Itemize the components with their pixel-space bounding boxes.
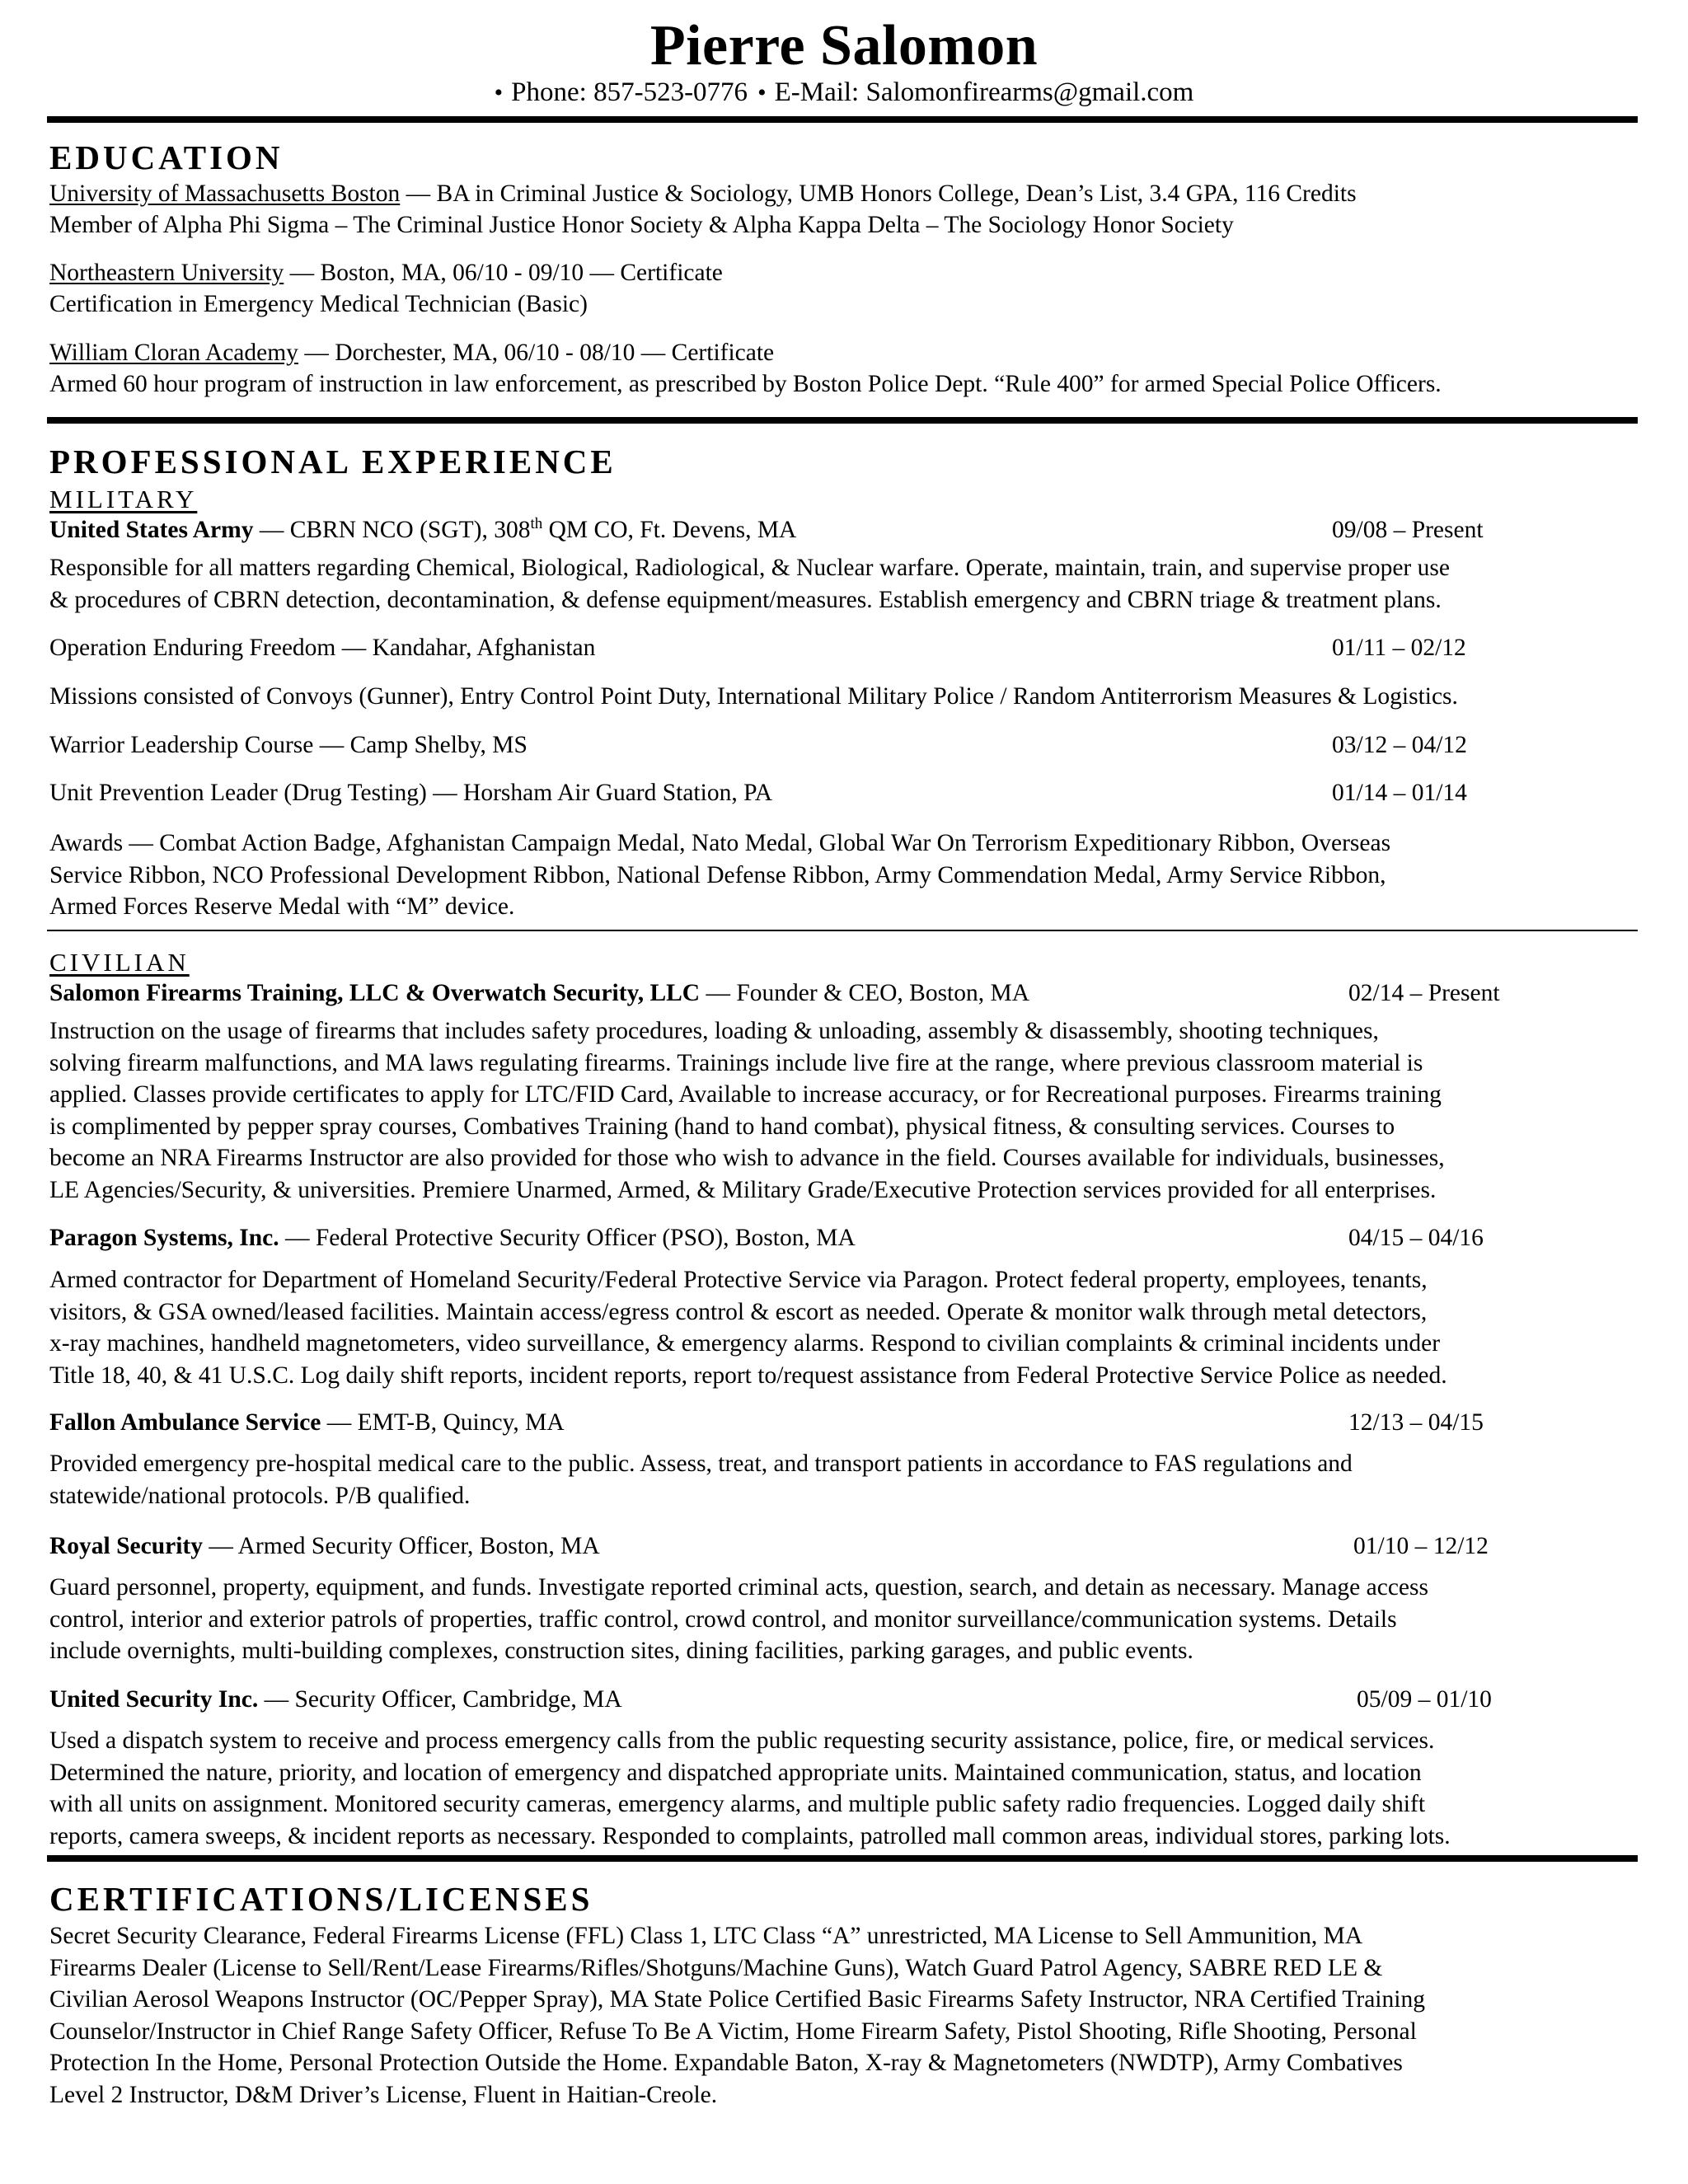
org-name: Paragon Systems, Inc. (49, 1225, 279, 1251)
cert-line: Civilian Aerosol Weapons Instructor (OC/Pepper Spray), MA State Police Certified Basic Firearms Safety Instructor, NRA Certified Training (49, 1986, 1425, 2013)
wlc-dates: 03/12 – 04/12 (1332, 732, 1467, 758)
awards-line: Service Ribbon, NCO Professional Development Ribbon, National Defense Ribbon, Army Commendation Medal, Army Service Ribbon, (49, 861, 1386, 888)
org-name: Salomon Firearms Training, LLC & Overwatch Security, LLC (49, 980, 701, 1006)
awards-list (49, 827, 1640, 923)
job-description (49, 1725, 1640, 1852)
job-dates: 12/13 – 04/15 (1348, 1409, 1484, 1436)
army-description (49, 552, 1640, 616)
job-description (49, 1015, 1640, 1207)
bullet-icon: • (494, 79, 504, 106)
oef-entry: Operation Enduring Freedom — Kandahar, Afghanistan (49, 635, 596, 661)
oef-description: Missions consisted of Convoys (Gunner), Entry Control Point Duty, International Military Police / Random Antiterrorism Measures & Logistics. (49, 683, 1458, 710)
job-dates: 05/09 – 01/10 (1357, 1686, 1492, 1713)
contact-line (0, 76, 1688, 110)
experience-divider (47, 1855, 1638, 1862)
education-note: Member of Alpha Phi Sigma – The Criminal Justice Honor Society & Alpha Kappa Delta – The Sociology Honor Society (49, 212, 1234, 238)
role-text: — Security Officer, Cambridge, MA (258, 1686, 622, 1713)
oef-dates: 01/11 – 02/12 (1332, 635, 1466, 661)
cert-line: Secret Security Clearance, Federal Firearms License (FFL) Class 1, LTC Class “A” unrestricted, MA License to Sell Ammunition, MA (49, 1923, 1363, 1949)
school-detail: — Dorchester, MA, 06/10 - 08/10 — Certificate (298, 340, 775, 366)
education-entry-cloran (49, 337, 1640, 368)
org-name: United Security Inc. (49, 1686, 259, 1713)
job-dates: 02/14 – Present (1348, 980, 1500, 1006)
cert-line: Level 2 Instructor, D&M Driver’s License, Fluent in Haitian-Creole. (49, 2081, 718, 2108)
desc-line: x-ray machines, handheld magnetometers, video surveillance, & emergency alarms. Respond to civilian complaints & criminal incidents under (49, 1330, 1441, 1357)
education-note: Armed 60 hour program of instruction in law enforcement, as prescribed by Boston Police Dept. “Rule 400” for armed Special Police Officers. (49, 371, 1442, 397)
education-divider (47, 417, 1638, 424)
org-name: Royal Security (49, 1533, 203, 1559)
ordinal-suffix: th (530, 515, 543, 533)
org-name: Fallon Ambulance Service (49, 1409, 321, 1436)
email-address[interactable]: E-Mail: Salomonfirearms@gmail.com (774, 77, 1194, 107)
job-dates: 04/15 – 04/16 (1348, 1225, 1484, 1251)
education-entry-northeastern (49, 257, 1640, 288)
awards-line: Armed Forces Reserve Medal with “M” device. (49, 893, 515, 921)
header-divider (47, 116, 1638, 123)
upl-dates: 01/14 – 01/14 (1332, 780, 1467, 806)
school-name: Northeastern University (49, 260, 284, 286)
candidate-name: Pierre Salomon (649, 14, 1039, 77)
desc-line: LE Agencies/Security, & universities. Premiere Unarmed, Armed, & Military Grade/Executive Protection services provided for all enterprises. (49, 1176, 1437, 1203)
certifications-heading: CERTIFICATIONS/LICENSES (49, 1880, 593, 1918)
certifications-list (49, 1920, 1640, 2111)
upl-entry: Unit Prevention Leader (Drug Testing) — Horsham Air Guard Station, PA (49, 780, 773, 806)
desc-line: Instruction on the usage of firearms that includes safety procedures, loading & unloading, assembly & disassembly, shooting techniques, (49, 1018, 1379, 1044)
job-description (49, 1264, 1640, 1391)
military-subheading: MILITARY (49, 485, 198, 513)
desc-line: statewide/national protocols. P/B qualified. (49, 1482, 471, 1509)
education-heading: EDUCATION (49, 138, 284, 176)
desc-line: Determined the nature, priority, and location of emergency and dispatched appropriate units. Maintained communication, status, and location (49, 1759, 1422, 1786)
desc-line: Armed contractor for Department of Homeland Security/Federal Protective Service via Paragon. Protect federal property, employees, tenants, (49, 1267, 1428, 1293)
desc-line: visitors, & GSA owned/leased facilities. Maintain access/egress control & escort as needed. Operate & monitor walk through metal detectors, (49, 1298, 1428, 1325)
cert-line: Protection In the Home, Personal Protection Outside the Home. Expandable Baton, X-ray & Magnetometers (NWDTP), Army Combatives (49, 2050, 1403, 2077)
school-name: University of Massachusetts Boston (49, 180, 401, 207)
role-text: QM CO, Ft. Devens, MA (542, 517, 797, 543)
wlc-entry: Warrior Leadership Course — Camp Shelby, MS (49, 732, 528, 758)
desc-line: Responsible for all matters regarding Chemical, Biological, Radiological, & Nuclear warfare. Operate, maintain, train, and supervise proper use (49, 555, 1450, 581)
desc-line: Guard personnel, property, equipment, and funds. Investigate reported criminal acts, question, search, and detain as necessary. Manage access (49, 1574, 1428, 1601)
role-text: — EMT-B, Quincy, MA (321, 1409, 565, 1436)
role-text: — CBRN NCO (SGT), 308 (253, 517, 531, 543)
desc-line: reports, camera sweeps, & incident reports as necessary. Responded to complaints, patrolled mall common areas, individual stores, parking lots. (49, 1822, 1451, 1849)
role-text: — Federal Protective Security Officer (PSO), Boston, MA (279, 1225, 856, 1251)
job-description (49, 1572, 1640, 1667)
awards-line: Awards — Combat Action Badge, Afghanistan Campaign Medal, Nato Medal, Global War On Terrorism Expeditionary Ribbon, Overseas (49, 830, 1391, 856)
desc-line: control, interior and exterior patrols of properties, traffic control, crowd control, and monitor surveillance/communication systems. Details (49, 1605, 1397, 1633)
desc-line: & procedures of CBRN detection, decontamination, & defense equipment/measures. Establish emergency and CBRN triage & treatment plans. (49, 586, 1442, 613)
desc-line: become an NRA Firearms Instructor are also provided for those who wish to advance in the field. Courses available for individuals, businesses, (49, 1145, 1445, 1172)
desc-line: Used a dispatch system to receive and process emergency calls from the public requesting security assistance, police, fire, or medical services. (49, 1727, 1435, 1754)
org-name: United States Army (49, 517, 254, 543)
job-dates: 01/10 – 12/12 (1353, 1533, 1489, 1559)
experience-heading: PROFESSIONAL EXPERIENCE (49, 443, 617, 480)
school-detail: — BA in Criminal Justice & Sociology, UMB Honors College, Dean’s List, 3.4 GPA, 116 Credits (400, 180, 1357, 207)
civilian-subheading: CIVILIAN (49, 948, 190, 977)
school-name: William Cloran Academy (49, 340, 298, 366)
cert-line: Firearms Dealer (License to Sell/Rent/Lease Firearms/Rifles/Shotguns/Machine Guns), Watch Guard Patrol Agency, SABRE RED LE & (49, 1954, 1383, 1981)
desc-line: solving firearm malfunctions, and MA laws regulating firearms. Trainings include live fire at the range, where previous classroom material is (49, 1049, 1423, 1076)
desc-line: is complimented by pepper spray courses, Combatives Training (hand to hand combat), physical fitness, & consulting services. Courses to (49, 1113, 1395, 1140)
phone-number: Phone: 857-523-0776 (511, 77, 748, 107)
education-note: Certification in Emergency Medical Technician (Basic) (49, 291, 588, 317)
army-dates: 09/08 – Present (1332, 517, 1484, 543)
job-description (49, 1448, 1640, 1511)
desc-line: Provided emergency pre-hospital medical care to the public. Assess, treat, and transport patients in accordance to FAS regulations and (49, 1451, 1353, 1477)
role-text: — Armed Security Officer, Boston, MA (203, 1533, 600, 1559)
bullet-icon: • (757, 79, 767, 106)
desc-line: applied. Classes provide certificates to apply for LTC/FID Card, Available to increase accuracy, or for Recreational purposes. Firearms training (49, 1081, 1442, 1108)
role-text: — Founder & CEO, Boston, MA (700, 980, 1030, 1006)
desc-line: include overnights, multi-building complexes, construction sites, dining facilities, parking garages, and public events. (49, 1638, 1193, 1665)
cert-line: Counselor/Instructor in Chief Range Safety Officer, Refuse To Be A Victim, Home Firearm Safety, Pistol Shooting, Rifle Shooting, Personal (49, 2018, 1417, 2045)
school-detail: — Boston, MA, 06/10 - 09/10 — Certificate (284, 260, 723, 286)
education-entry-umass (49, 178, 1640, 209)
military-divider (47, 930, 1638, 931)
desc-line: with all units on assignment. Monitored security cameras, emergency alarms, and multiple public safety radio frequencies. Logged daily shift (49, 1791, 1426, 1818)
desc-line: Title 18, 40, & 41 U.S.C. Log daily shift reports, incident reports, report to/request assistance from Federal Protective Service Police as needed. (49, 1361, 1447, 1389)
